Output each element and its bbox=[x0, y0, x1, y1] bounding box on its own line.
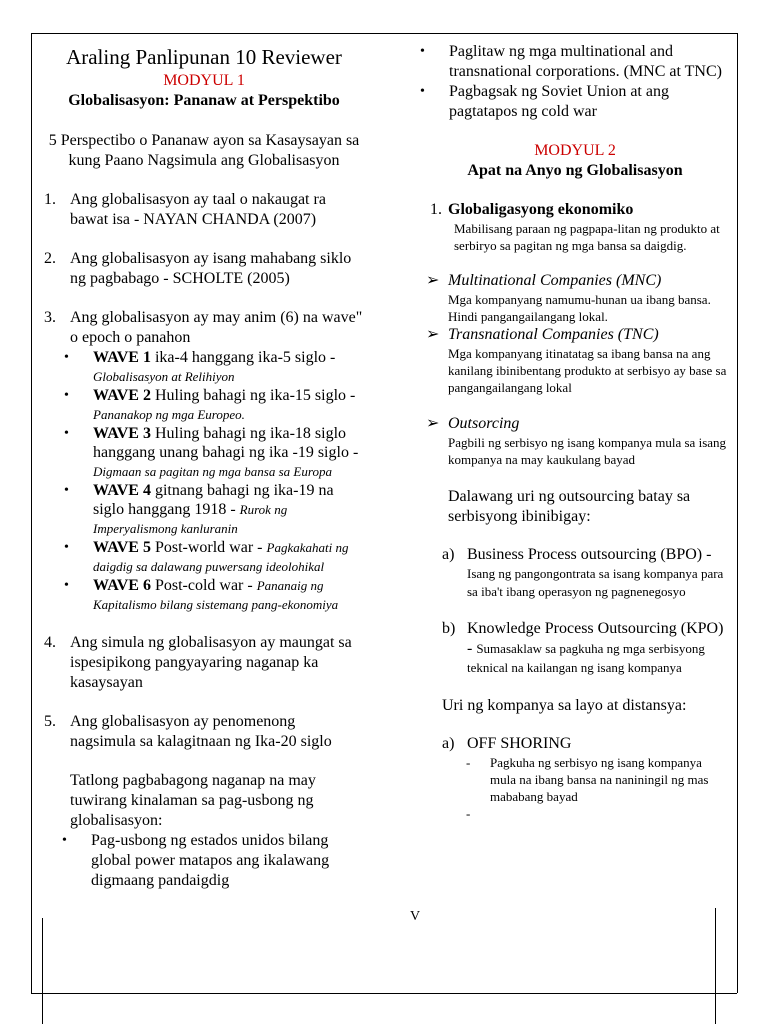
change-item bbox=[62, 831, 364, 891]
wave-text: Post-world war - bbox=[150, 539, 267, 556]
distance-types-intro: Uri ng kompanya sa layo at distansya: bbox=[442, 697, 687, 714]
arrow-icon: ➢ bbox=[426, 415, 440, 432]
bullet-icon: • bbox=[420, 84, 425, 99]
bullet-icon: • bbox=[64, 350, 69, 365]
wave-note: Pananakop ng mga Europeo. bbox=[93, 407, 245, 422]
wave-label: WAVE 1 bbox=[93, 349, 151, 366]
offshoring-desc: Pagkuha ng serbisyo ng isang kompanya mula na ibang bansa na naniningil ng mas mababang bayad bbox=[490, 755, 709, 804]
company-type bbox=[426, 414, 730, 468]
bpo-item bbox=[442, 545, 730, 601]
economic-globalization-desc: Mabilisang paraan ng pagpapa-litan ng produkto at serbiryo sa pagitan ng mga bansa sa daigdig. bbox=[454, 221, 720, 253]
page-border-right bbox=[737, 33, 738, 993]
company-type-desc: Mga kompanyang itinatatag sa ibang bansa na ang kanilang ibinibentang produkto at serbisyo ay base sa pangangailangang lokal bbox=[448, 346, 727, 395]
change-text: Paglitaw ng mga multinational and transnational corporations. (MNC at TNC) bbox=[449, 43, 722, 80]
change-item bbox=[420, 82, 730, 122]
wave-label: WAVE 6 bbox=[93, 577, 151, 594]
company-type-title: Outsorcing bbox=[448, 415, 520, 432]
item-number: 2. bbox=[44, 250, 56, 267]
wave-note: Digmaan sa pagitan ng mga bansa sa Europa bbox=[93, 464, 332, 479]
item-number: 5. bbox=[44, 713, 56, 730]
modyul-2-label: MODYUL 2 bbox=[534, 142, 616, 159]
margin-line-left bbox=[42, 918, 43, 1024]
wave-note: Globalisasyon at Relihiyon bbox=[93, 369, 235, 384]
offshoring-item bbox=[442, 734, 730, 754]
bullet-icon: • bbox=[420, 44, 425, 59]
perspective-item bbox=[44, 712, 364, 752]
item-letter: a) bbox=[442, 546, 455, 563]
item-text: Ang globalisasyon ay penomenong nagsimula sa kalagitnaan ng Ika-20 siglo bbox=[70, 713, 332, 750]
bullet-icon: • bbox=[62, 833, 67, 848]
item-letter: a) bbox=[442, 735, 455, 752]
kpo-item bbox=[442, 619, 730, 677]
item-number: 3. bbox=[44, 309, 56, 326]
wave-label: WAVE 5 bbox=[93, 539, 151, 556]
arrow-icon: ➢ bbox=[426, 326, 440, 343]
company-type-desc: Pagbili ng serbisyo ng isang kompanya mula sa isang kompanya na may kaukulang bayad bbox=[448, 435, 727, 467]
economic-globalization-heading bbox=[430, 200, 730, 220]
wave-item bbox=[64, 576, 364, 614]
kpo-desc: Sumasaklaw sa pagkuha ng mga serbisyong teknical na kailangan ng isang kompanya bbox=[467, 641, 705, 675]
company-type bbox=[426, 325, 730, 396]
outsourcing-types-intro: Dalawang uri ng outsourcing batay sa serbisyong ibinibigay: bbox=[448, 488, 691, 525]
three-changes-intro: Tatlong pagbabagong naganap na may tuwirang kinalaman sa pag-usbong ng globalisasyon: bbox=[70, 772, 316, 829]
modyul-1-subtitle: Globalisasyon: Pananaw at Perspektibo bbox=[68, 92, 340, 109]
bullet-icon: • bbox=[64, 578, 69, 593]
perspective-item bbox=[44, 249, 364, 289]
wave-note: Pananaig ng Kapitalismo bilang sistemang pang-ekonomiya bbox=[93, 578, 339, 612]
dash-marker: - bbox=[466, 755, 471, 770]
wave-item bbox=[64, 481, 364, 538]
bullet-icon: • bbox=[64, 388, 69, 403]
page-border-bottom bbox=[31, 993, 737, 994]
company-type bbox=[426, 271, 730, 325]
perspective-item bbox=[44, 308, 364, 348]
item-text: Ang globalisasyon ay may anim (6) na wave" o epoch o panahon bbox=[70, 309, 363, 346]
dash-marker: - bbox=[466, 806, 471, 821]
perspectives-intro: 5 Perspectibo o Pananaw ayon sa Kasaysayan sa kung Paano Nagsimula ang Globalisasyon bbox=[48, 132, 360, 169]
bullet-icon: • bbox=[64, 540, 69, 555]
change-text: Pag-usbong ng estados unidos bilang global power matapos ang ikalawang digmaang pandaigdig bbox=[91, 832, 330, 889]
v-mark: V bbox=[410, 909, 421, 924]
arrow-icon: ➢ bbox=[426, 272, 440, 289]
page-border-top bbox=[31, 33, 737, 34]
company-type-desc: Mga kompanyang namumu-hunan ua ibang bansa. Hindi pangangailangang lokal. bbox=[448, 292, 711, 324]
wave-text: ika-4 hanggang ika-5 siglo - bbox=[150, 349, 336, 366]
bullet-icon: • bbox=[64, 426, 69, 441]
item-text: Ang globalisasyon ay isang mahabang siklo ng pagbabago - SCHOLTE (2005) bbox=[70, 250, 352, 287]
item-number: 1. bbox=[44, 191, 56, 208]
offshoring-desc-row bbox=[466, 754, 730, 805]
item-text: Ang simula ng globalisasyon ay maungat sa ispesipikong pangyayaring naganap ka kasaysayan bbox=[70, 634, 352, 691]
bpo-desc: Isang ng pangongontrata sa isang kompanya para sa iba't ibang operasyon ng pagnenegosyo bbox=[467, 566, 724, 599]
page-border-left bbox=[31, 33, 32, 993]
wave-label: WAVE 3 bbox=[93, 425, 151, 442]
modyul-1-label: MODYUL 1 bbox=[163, 72, 245, 89]
wave-item bbox=[64, 348, 364, 386]
wave-item bbox=[64, 424, 364, 481]
wave-list bbox=[44, 348, 364, 614]
wave-text: Huling bahagi ng ika-15 siglo - bbox=[150, 387, 356, 404]
wave-text: Huling bahagi ng ika-18 siglo hanggang unang bahagi ng ika -19 siglo - bbox=[93, 425, 359, 461]
item-text: Ang globalisasyon ay taal o nakaugat ra bawat isa - NAYAN CHANDA (2007) bbox=[70, 191, 326, 228]
perspective-item bbox=[44, 633, 364, 693]
company-type-title: Multinational Companies (MNC) bbox=[448, 272, 662, 289]
bullet-icon: • bbox=[64, 483, 69, 498]
wave-text: Post-cold war - bbox=[150, 577, 257, 594]
change-text: Pagbagsak ng Soviet Union at ang pagtatapos ng cold war bbox=[449, 83, 669, 120]
item-letter: b) bbox=[442, 620, 456, 637]
wave-label: WAVE 4 bbox=[93, 482, 151, 499]
section-title: Globaligasyong ekonomiko bbox=[448, 201, 634, 218]
margin-line-right bbox=[715, 908, 716, 1024]
company-type-title: Transnational Companies (TNC) bbox=[448, 326, 659, 343]
item-number: 1. bbox=[430, 201, 442, 218]
left-column bbox=[44, 44, 364, 891]
wave-item bbox=[64, 386, 364, 424]
modyul-2-subtitle: Apat na Anyo ng Globalisasyon bbox=[467, 162, 683, 179]
wave-note: Pagkakahati ng daigdig sa dalawang puwersang ideolohikal bbox=[93, 540, 349, 574]
change-item bbox=[420, 42, 730, 82]
right-column bbox=[420, 42, 730, 822]
document-title: Araling Panlipunan 10 Reviewer bbox=[66, 45, 342, 69]
item-number: 4. bbox=[44, 634, 56, 651]
perspective-item bbox=[44, 190, 364, 230]
wave-text: gitnang bahagi ng ika-19 na siglo hanggang 1918 - bbox=[93, 482, 334, 518]
kpo-title: Knowledge Process Outsourcing (KPO) - bbox=[467, 620, 724, 657]
offshoring-title: OFF SHORING bbox=[467, 735, 572, 752]
bpo-title: Business Process outsourcing (BPO) - bbox=[467, 546, 712, 563]
wave-label: WAVE 2 bbox=[93, 387, 151, 404]
wave-note: Rurok ng Imperyalismong kanluranin bbox=[93, 502, 288, 536]
wave-item bbox=[64, 538, 364, 576]
